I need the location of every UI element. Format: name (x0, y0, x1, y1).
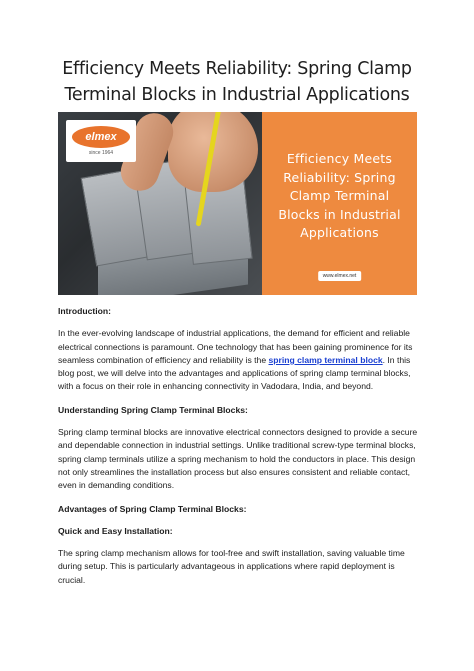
panel-line: Clamp Terminal (289, 188, 390, 204)
intro-heading: Introduction: (58, 306, 111, 316)
hero-panel-url: www.elmex.net (318, 271, 362, 281)
understanding-heading: Understanding Spring Clamp Terminal Blocks: (58, 404, 248, 415)
logo-since: since 1964 (88, 150, 114, 156)
intro-paragraph (58, 327, 420, 393)
terminal-block-photo (58, 112, 262, 295)
document-title (40, 56, 434, 108)
intro-text-after: . In this blog post, we will delve into the advantages and applications of spring clamp terminal blocks, with a focus on their role in enhancing connectivity in Vadodara, India, and beyond. (58, 354, 411, 392)
panel-line: Efficiency Meets (286, 151, 393, 167)
panel-line: Blocks in Industrial (278, 206, 401, 222)
logo-mark: elmex (72, 126, 130, 148)
panel-line: Reliability: Spring (283, 169, 396, 185)
panel-line: Applications (300, 225, 379, 241)
title-line-2: Terminal Blocks in Industrial Applications (64, 85, 410, 105)
article-body (58, 305, 420, 597)
understanding-paragraph: Spring clamp terminal blocks are innovative electrical connectors designed to provide a secure and dependable connection in industrial settings. Unlike traditional screw-type terminal blocks, spring clamp terminals utilize a spring mechanism to hold the conductors in place. This design not only streamlines the installation process but also ensures consistent and reliable contact, even in demanding conditions. (58, 427, 418, 491)
title-line-1: Efficiency Meets Reliability: Spring Clamp (62, 59, 412, 79)
advantages-heading: Advantages of Spring Clamp Terminal Blocks: (58, 503, 247, 514)
quick-install-heading: Quick and Easy Installation: (58, 525, 173, 536)
elmex-logo (66, 120, 136, 162)
hero-banner (58, 112, 417, 295)
quick-install-paragraph: The spring clamp mechanism allows for tool-free and swift installation, saving valuable time during setup. This is particularly advantageous in applications where rapid deployment is crucial. (58, 548, 405, 585)
intro-text-before: In the ever-evolving landscape of industrial applications, the demand for efficient and reliable electrical connections is paramount. One technology that has been gaining prominence for its seamless combination of efficiency and reliability is the (58, 328, 413, 365)
spring-clamp-link[interactable]: spring clamp terminal block (268, 354, 383, 365)
hero-orange-panel (262, 112, 417, 295)
hero-panel-title (278, 150, 400, 243)
